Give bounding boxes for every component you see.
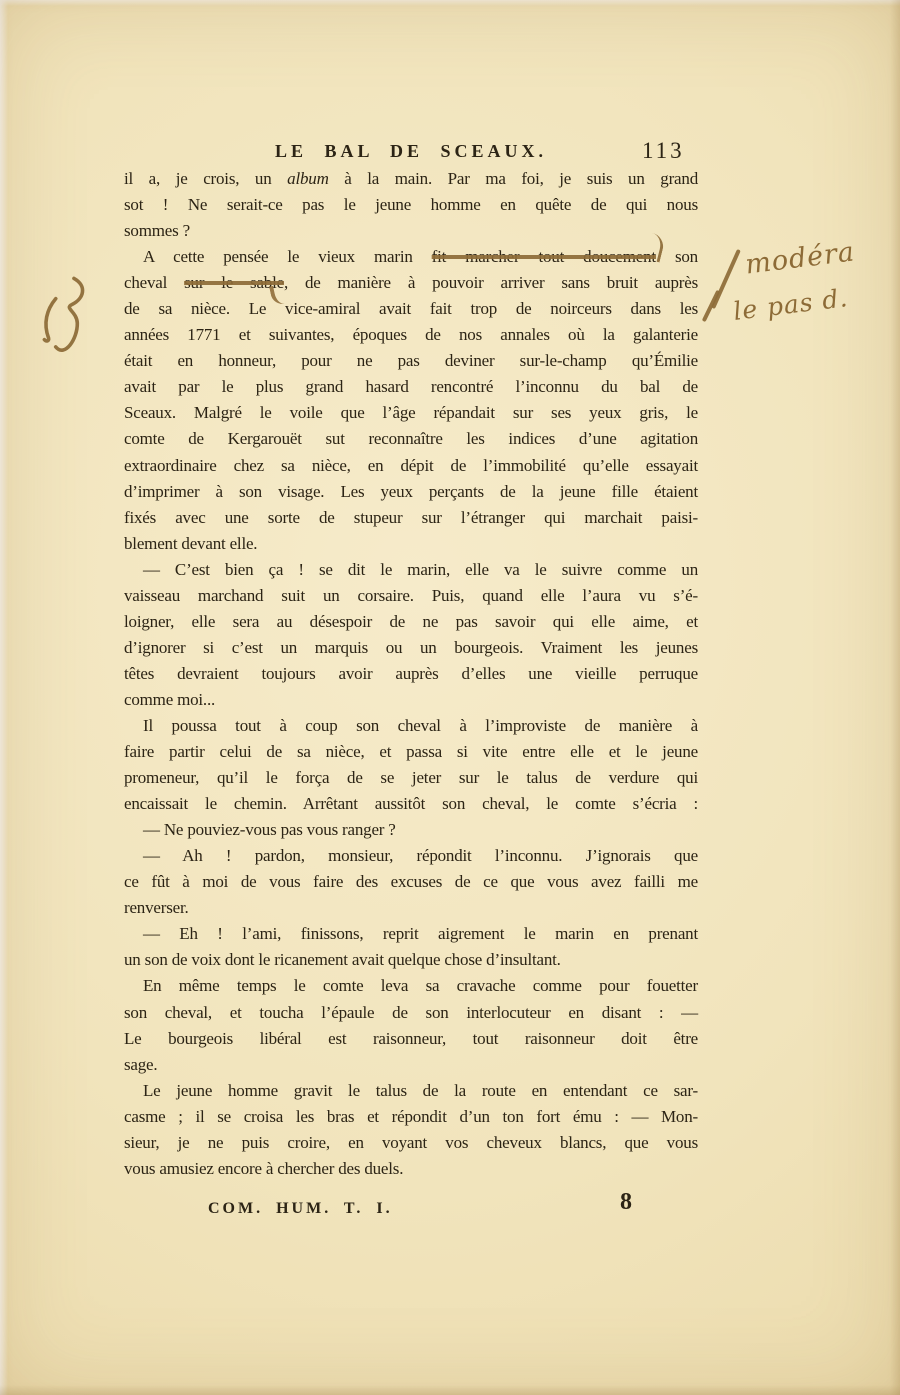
text-run: — Eh ! l’ami, finissons, reprit aigrement le marin en prenant	[143, 924, 698, 944]
text-run: En même temps le comte leva sa cravache comme pour fouetter	[143, 976, 698, 996]
text-line	[124, 1130, 698, 1156]
text-line	[124, 426, 698, 452]
text-run: fixés avec une sorte de stupeur sur l’étranger qui marchait paisi-	[124, 507, 698, 527]
text-run: un son de voix dont le ricanement avait quelque chose d’insultant.	[124, 950, 561, 970]
text-run: , de manière à pouvoir arriver sans bruit auprès	[283, 273, 699, 293]
text-line	[124, 1052, 698, 1078]
text-line	[124, 817, 698, 843]
page-edge-highlight-left	[0, 0, 8, 1395]
text-run: années 1771 et suivantes, époques de nos annales où la galanterie	[124, 325, 698, 345]
text-line	[124, 166, 698, 192]
page-edge-shadow-right	[890, 0, 900, 1395]
text-line	[124, 869, 698, 895]
text-line	[124, 791, 698, 817]
strikethrough-correction: fit marcher tout doucement	[431, 247, 656, 267]
text-run: têtes devraient toujours avoir auprès d’elles une vieille perruque	[124, 663, 698, 683]
text-run: d’ignorer si c’est un marquis ou un bourgeois. Vraiment les jeunes	[124, 637, 698, 657]
text-line	[124, 973, 698, 999]
text-line	[124, 895, 698, 921]
text-line	[124, 557, 698, 583]
text-line	[124, 843, 698, 869]
text-line	[124, 1078, 698, 1104]
text-run: d’imprimer à son visage. Les yeux perçants de la jeune fille étaient	[124, 481, 698, 501]
text-run: blement devant elle.	[124, 533, 258, 553]
text-line	[124, 1104, 698, 1130]
text-line	[124, 765, 698, 791]
text-line	[124, 947, 698, 973]
text-line	[124, 1000, 698, 1026]
text-line	[124, 921, 698, 947]
handwritten-margin-mark	[33, 267, 102, 365]
italic-text: album	[287, 169, 329, 188]
text-run: Le jeune homme gravit le talus de la route en entendant ce sar-	[143, 1080, 698, 1100]
text-run: son cheval, et toucha l’épaule de son interlocuteur en disant : —	[124, 1002, 698, 1022]
text-line	[124, 400, 698, 426]
text-line	[124, 192, 698, 218]
text-run: comte de Kergarouët sut reconnaître les indices d’une agitation	[124, 429, 698, 449]
text-line	[124, 296, 698, 322]
text-run: casme ; il se croisa les bras et répondit d’un ton fort ému : — Mon-	[124, 1106, 698, 1126]
text-line	[124, 244, 698, 270]
text-run: extraordinaire chez sa nièce, en dépit de l’immobilité qu’elle essayait	[124, 455, 698, 475]
page-text-block	[124, 166, 698, 1182]
text-run: Il poussa tout à coup son cheval à l’improviste de manière à	[143, 715, 698, 735]
text-line	[124, 1156, 698, 1182]
text-run: vaisseau marchand suit un corsaire. Puis, quand elle l’aura vu s’é-	[124, 585, 698, 605]
text-run: sage.	[124, 1054, 158, 1074]
text-line	[124, 505, 698, 531]
text-run: comme moi...	[124, 689, 216, 709]
text-run: A cette pensée le vieux marin	[143, 247, 432, 267]
text-line	[124, 687, 698, 713]
text-line	[124, 218, 698, 244]
text-line	[124, 1026, 698, 1052]
text-line	[124, 583, 698, 609]
footer-sheet-number: 8	[620, 1189, 632, 1215]
handwritten-margin-note-line1: modéra	[743, 236, 857, 281]
text-run: ce fût à moi de vous faire des excuses de ce que vous avez failli me	[124, 872, 698, 892]
text-line	[124, 270, 698, 296]
text-line	[124, 479, 698, 505]
handwritten-margin-note-line2: le pas d.	[731, 283, 850, 326]
text-run: sot ! Ne serait-ce pas le jeune homme en quête de qui nous	[124, 195, 698, 215]
text-line	[124, 661, 698, 687]
text-run: promeneur, qu’il le força de se jeter sur le talus de verdure qui	[124, 768, 698, 788]
text-run: — C’est bien ça ! se dit le marin, elle va le suivre comme un	[143, 559, 698, 579]
text-run: loigner, elle sera au désespoir de ne pas savoir qui elle aime, et	[124, 611, 698, 631]
text-run: — Ah ! pardon, monsieur, répondit l’inconnu. J’ignorais que	[143, 846, 698, 866]
text-line	[124, 322, 698, 348]
text-line	[124, 453, 698, 479]
text-line	[124, 348, 698, 374]
text-run: sieur, je ne puis croire, en voyant vos cheveux blancs, que vous	[124, 1132, 698, 1152]
page-number: 113	[642, 138, 685, 163]
text-run: de sa nièce. Le vice-amiral avait fait trop de noirceurs dans les	[124, 299, 698, 319]
text-run: vous amusiez encore à chercher des duels.	[124, 1158, 404, 1178]
text-run: cheval	[124, 273, 185, 293]
running-title: LE BAL DE SCEAUX.	[274, 141, 548, 161]
text-run: était en honneur, pour ne pas deviner sur-le-champ qu’Émilie	[124, 351, 698, 371]
text-run: sommes ?	[124, 221, 190, 241]
text-run: à la main. Par ma foi, je suis un grand	[328, 169, 698, 188]
text-run: renverser.	[124, 898, 189, 918]
footer-signature: COM. HUM. T. I.	[208, 1200, 393, 1217]
text-line	[124, 739, 698, 765]
page-edge-highlight-top	[0, 0, 900, 6]
text-line	[124, 635, 698, 661]
text-run: — Ne pouviez-vous pas vous ranger ?	[143, 820, 396, 840]
page-edge-shadow-bottom	[0, 1385, 900, 1395]
text-run: Sceaux. Malgré le voile que l’âge répandait sur ses yeux gris, le	[124, 403, 698, 423]
strikethrough-correction: sur le sable	[184, 273, 284, 293]
text-run: son	[655, 247, 698, 267]
text-line	[124, 374, 698, 400]
text-line	[124, 609, 698, 635]
text-run: avait par le plus grand hasard rencontré l’inconnu du bal de	[124, 377, 698, 397]
text-line	[124, 531, 698, 557]
text-line	[124, 713, 698, 739]
text-run: Le bourgeois libéral est raisonneur, tout raisonneur doit être	[124, 1028, 698, 1048]
text-run: faire partir celui de sa nièce, et passa si vite entre elle et le jeune	[124, 742, 698, 762]
handwritten-caret-stroke	[702, 290, 720, 322]
text-run: encaissait le chemin. Arrêtant aussitôt son cheval, le comte s’écria :	[124, 794, 698, 814]
text-run: il a, je crois, un	[124, 169, 288, 188]
